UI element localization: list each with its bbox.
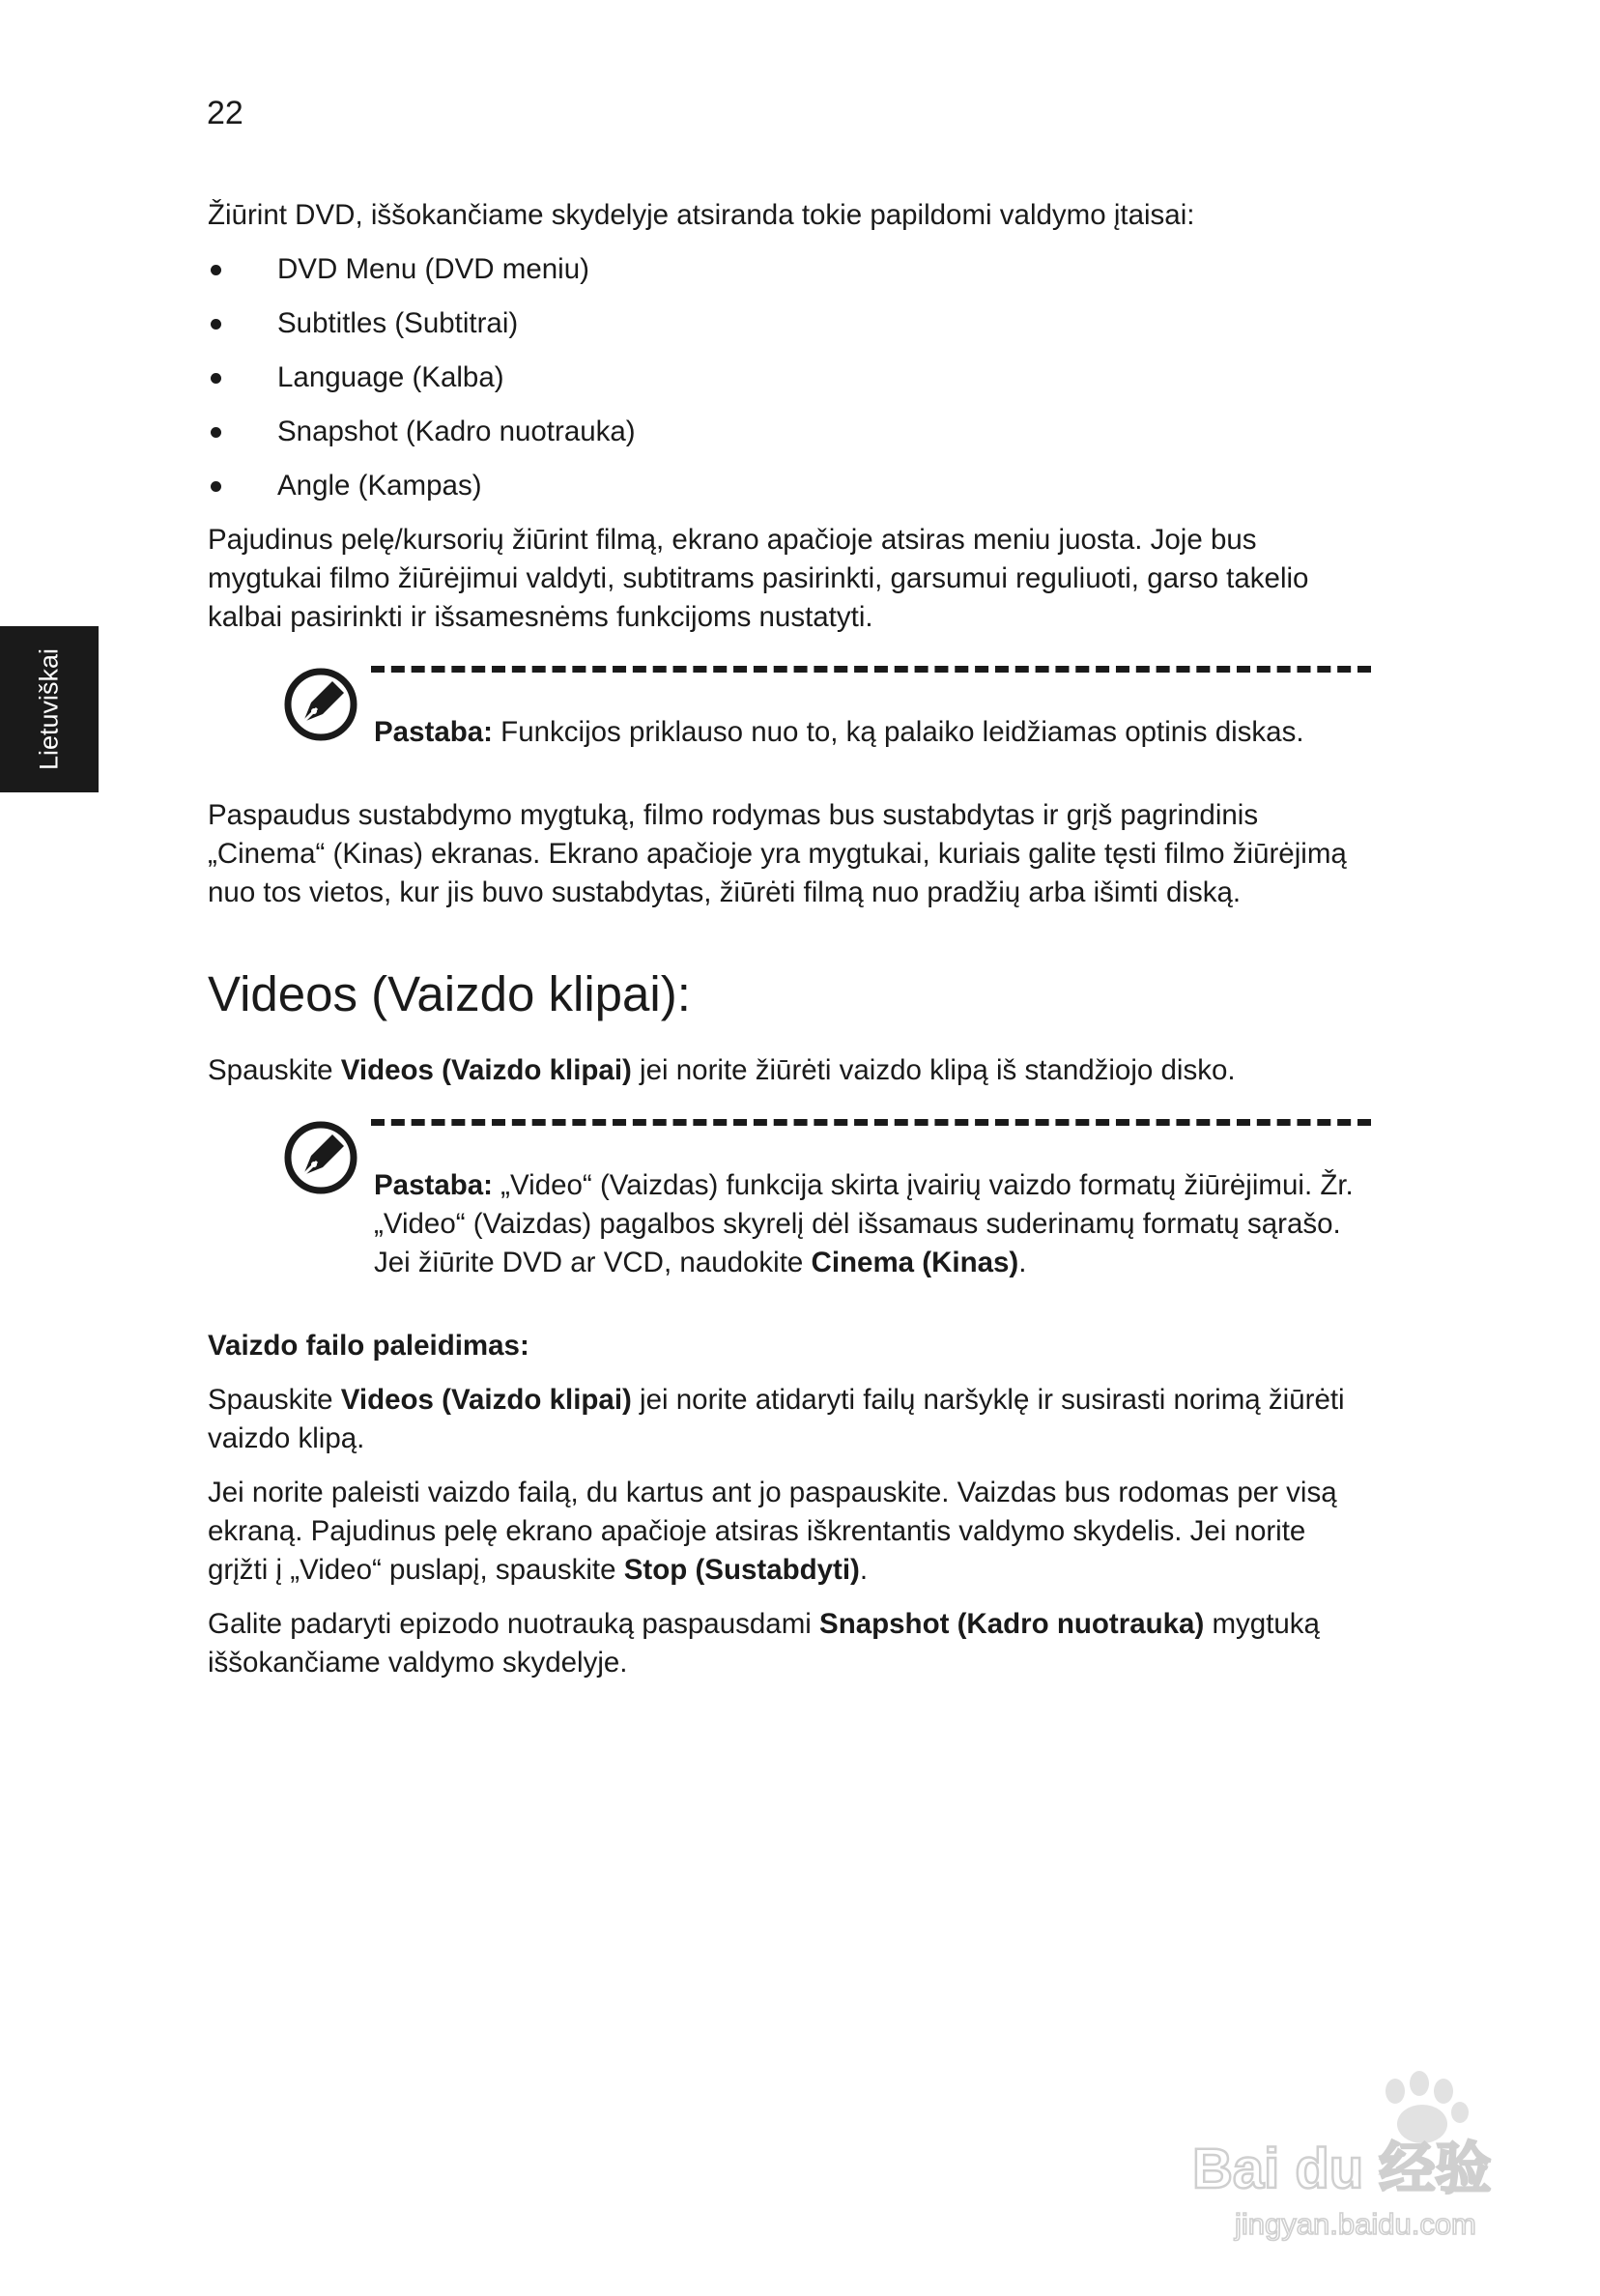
bold-term: Cinema (Kinas)	[811, 1247, 1019, 1278]
snapshot-paragraph: Galite padaryti epizodo nuotrauką paspausdami Snapshot (Kadro nuotrauka) mygtuką iššokančiame valdymo skydelyje.	[208, 1608, 1320, 1679]
paw-icon	[1386, 2071, 1469, 2143]
note-divider	[371, 1119, 1371, 1126]
note-pen-icon	[282, 666, 359, 743]
note-box-2	[208, 1119, 1357, 1282]
baidu-watermark	[1185, 2064, 1494, 2248]
note-body: Funkcijos priklauso nuo to, ką palaiko leidžiamas optinis diskas.	[492, 716, 1304, 748]
watermark-brand: Bai du 经验	[1192, 2138, 1492, 2200]
watermark-site: jingyan.baidu.com	[1235, 2207, 1476, 2241]
list-item: DVD Menu (DVD meniu)	[208, 250, 1357, 289]
note-divider	[371, 666, 1371, 673]
note-body: „Video“ (Vaizdas) funkcija skirta įvairių vaizdo formatų žiūrėjimui. Žr. „Video“ (Vaizdas) pagalbos skyrelį dėl išsamaus suderinamų formatų sąrašo. Jei žiūrite DVD ar VCD, naudokite	[374, 1169, 1354, 1278]
bold-term: Snapshot (Kadro nuotrauka)	[819, 1608, 1205, 1640]
list-item: Subtitles (Subtitrai)	[208, 304, 1357, 343]
subheading: Vaizdo failo paleidimas:	[208, 1330, 529, 1362]
page-number: 22	[207, 95, 243, 131]
list-item: Language (Kalba)	[208, 359, 1357, 397]
bold-term: Videos (Vaizdo klipai)	[340, 1384, 632, 1416]
list-item: Snapshot (Kadro nuotrauka)	[208, 413, 1357, 451]
list-item: Angle (Kampas)	[208, 467, 1357, 505]
section-heading: Videos (Vaizdo klipai):	[208, 966, 691, 1021]
page-content	[208, 196, 1357, 1698]
bold-term: Videos (Vaizdo klipai)	[340, 1054, 632, 1086]
play-paragraph: Jei norite paleisti vaizdo failą, du kartus ant jo paspauskite. Vaizdas bus rodomas per visą ekraną. Pajudinus pelę ekrano apačioje atsiras iškrentantis valdymo skydelis. Jei norite grįžti į „Video“ puslapį, spauskite Stop (Sustabdyti).	[208, 1477, 1337, 1586]
note-box-1	[208, 666, 1357, 752]
note-pen-icon	[282, 1119, 359, 1196]
note-label: Pastaba:	[374, 716, 493, 748]
stop-paragraph: Paspaudus sustabdymo mygtuką, filmo rodymas bus sustabdytas ir grįš pagrindinis „Cinema“ (Kinas) ekranas. Ekrano apačioje yra mygtukai, kuriais galite tęsti filmo žiūrėjimą nuo tos vietos, kur jis buvo sustabdytas, žiūrėti filmą nuo pradžių arba išimti diską.	[208, 799, 1347, 908]
videos-paragraph: Spauskite Videos (Vaizdo klipai) jei norite žiūrėti vaizdo klipą iš standžiojo disko.	[208, 1054, 1236, 1086]
intro-paragraph: Žiūrint DVD, iššokančiame skydelyje atsiranda tokie papildomi valdymo įtaisai:	[208, 199, 1195, 231]
dvd-controls-list	[208, 250, 1357, 505]
note-label: Pastaba:	[374, 1169, 493, 1201]
bold-term: Stop (Sustabdyti)	[623, 1554, 860, 1586]
side-tab-label: Lietuviškai	[34, 647, 64, 771]
note-text	[374, 713, 1357, 752]
menu-bar-paragraph: Pajudinus pelę/kursorių žiūrint filmą, ekrano apačioje atsiras meniu juosta. Joje bus mygtukai filmo žiūrėjimui valdyti, subtitrams pasirinkti, garsumui reguliuoti, garso takelio kalbai pasirinkti ir išsamesnėms funkcijoms nustatyti.	[208, 524, 1309, 633]
browse-paragraph: Spauskite Videos (Vaizdo klipai) jei norite atidaryti failų naršyklę ir susirasti norimą žiūrėti vaizdo klipą.	[208, 1384, 1345, 1454]
language-side-tab	[0, 626, 99, 792]
note-text: Pastaba: „Video“ (Vaizdas) funkcija skirta įvairių vaizdo formatų žiūrėjimui. Žr. „Video“ (Vaizdas) pagalbos skyrelį dėl išsamaus suderinamų formatų sąrašo. Jei žiūrite DVD ar VCD, naudokite Cinema (Kinas).	[374, 1169, 1354, 1278]
